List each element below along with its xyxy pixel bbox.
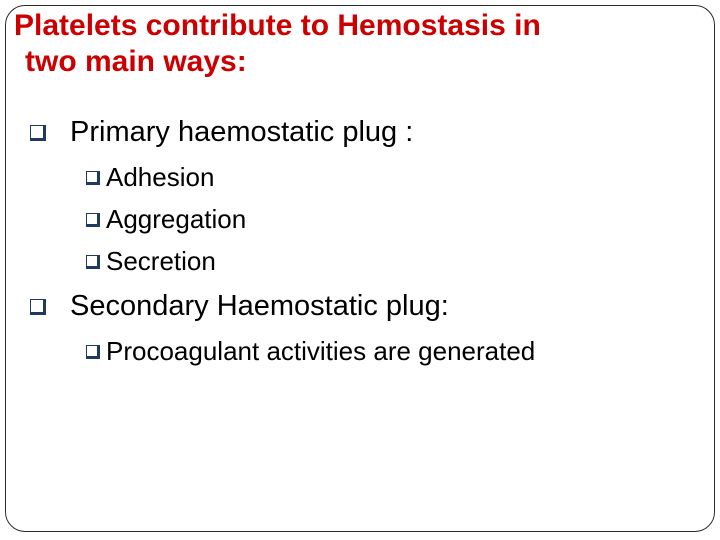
title-line-1: Platelets contribute to Hemostasis in [14,9,541,42]
checkbox-square-icon [86,213,100,227]
bullet-secondary-text: Secondary Haemostatic plug: [70,290,449,322]
checkbox-square-icon [30,125,46,141]
checkbox-square-icon [86,255,100,269]
checkbox-square-icon [86,171,100,185]
sub-bullet-procoagulant [86,336,535,367]
bullet-primary-text: Primary haemostatic plug : [70,116,414,148]
checkbox-square-icon [86,345,100,359]
sub-bullet-adhesion-text: Adhesion [106,162,215,192]
sub-bullet-aggregation-text: Aggregation [106,204,247,234]
sub-bullet-secretion [86,246,216,277]
sub-bullet-secretion-text: Secretion [106,246,216,276]
sub-bullet-adhesion [86,162,214,193]
title-line-2: two main ways: [25,45,247,78]
bullet-primary [30,116,413,149]
sub-bullet-aggregation [86,204,246,235]
sub-bullet-procoagulant-text: Procoagulant activities are generated [106,336,536,366]
slide-title [14,8,714,80]
bullet-secondary [30,290,449,323]
checkbox-square-icon [30,299,46,315]
